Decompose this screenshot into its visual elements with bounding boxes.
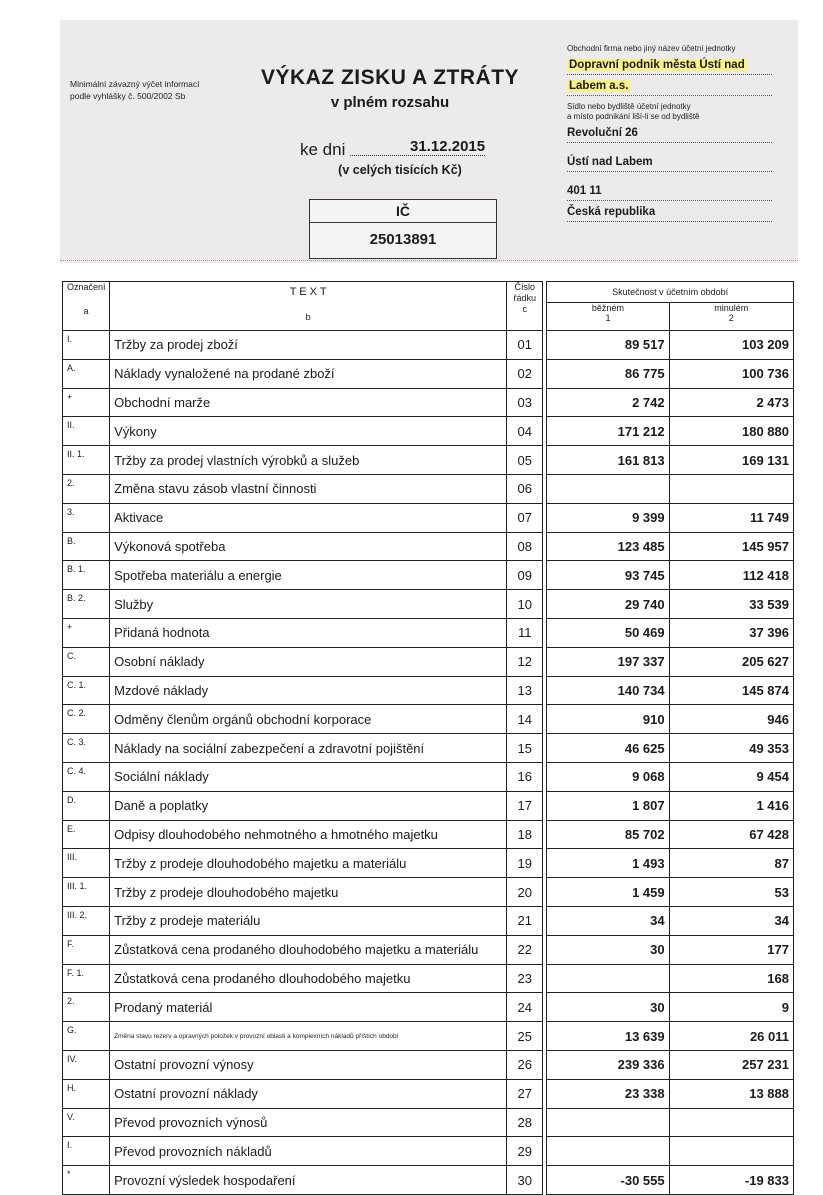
row-mark: G. xyxy=(63,1022,110,1051)
report-subtitle: v plném rozsahu xyxy=(330,94,450,111)
row-previous-value: 67 428 xyxy=(669,820,793,849)
row-line-number: 10 xyxy=(507,590,543,619)
row-current-value: 2 742 xyxy=(547,388,669,417)
row-text: Služby xyxy=(110,590,507,619)
row-mark: II. 1. xyxy=(63,446,110,475)
row-line-number: 07 xyxy=(507,503,543,532)
row-previous-value: 1 416 xyxy=(669,791,793,820)
row-mark: + xyxy=(63,618,110,647)
row-text: Tržby za prodej vlastních výrobků a služeb xyxy=(110,446,507,475)
row-mark: C. 4. xyxy=(63,762,110,791)
row-previous-value xyxy=(669,1137,793,1166)
table-row xyxy=(63,849,794,878)
row-line-number: 03 xyxy=(507,388,543,417)
col-previous-sub: 2 xyxy=(728,313,734,323)
table-row xyxy=(63,878,794,907)
row-previous-value: 53 xyxy=(669,878,793,907)
firm-block xyxy=(567,44,772,222)
table-row xyxy=(63,331,794,360)
row-text: Provozní výsledek hospodaření xyxy=(110,1166,507,1195)
date-value: 31.12.2015 xyxy=(350,138,485,156)
row-previous-value: 100 736 xyxy=(669,359,793,388)
table-row xyxy=(63,446,794,475)
row-mark: C. xyxy=(63,647,110,676)
row-previous-value: 2 473 xyxy=(669,388,793,417)
row-current-value: 29 740 xyxy=(547,590,669,619)
row-text: Mzdové náklady xyxy=(110,676,507,705)
table-row xyxy=(63,388,794,417)
firm-name-caption: Obchodní firma nebo jiný název účetní jednotky xyxy=(567,44,736,53)
row-line-number: 22 xyxy=(507,935,543,964)
row-previous-value: 112 418 xyxy=(669,561,793,590)
row-previous-value xyxy=(669,474,793,503)
row-current-value: 239 336 xyxy=(547,1050,669,1079)
row-mark: V. xyxy=(63,1108,110,1137)
row-mark: I. xyxy=(63,331,110,360)
row-mark: 2. xyxy=(63,993,110,1022)
row-mark: H. xyxy=(63,1079,110,1108)
row-current-value: 30 xyxy=(547,935,669,964)
row-line-number: 04 xyxy=(507,417,543,446)
row-line-number: 06 xyxy=(507,474,543,503)
row-previous-value: 37 396 xyxy=(669,618,793,647)
col-previous-label: minulém xyxy=(714,303,749,313)
firm-name-line2 xyxy=(567,75,772,96)
table-row xyxy=(63,1022,794,1051)
row-line-number: 01 xyxy=(507,331,543,360)
table-row xyxy=(63,1166,794,1195)
row-previous-value: 13 888 xyxy=(669,1079,793,1108)
row-mark: 2. xyxy=(63,474,110,503)
table-row xyxy=(63,1108,794,1137)
row-previous-value: 177 xyxy=(669,935,793,964)
row-current-value xyxy=(547,474,669,503)
row-line-number: 09 xyxy=(507,561,543,590)
table-row xyxy=(63,734,794,763)
row-previous-value: 103 209 xyxy=(669,331,793,360)
row-mark: II. xyxy=(63,417,110,446)
row-previous-value: 145 874 xyxy=(669,676,793,705)
legal-note-line1: Minimální závazný výčet informací xyxy=(70,79,200,89)
row-current-value: 85 702 xyxy=(547,820,669,849)
row-text: Převod provozních nákladů xyxy=(110,1137,507,1166)
row-line-number: 29 xyxy=(507,1137,543,1166)
legal-note-line2: podle vyhlášky č. 500/2002 Sb xyxy=(70,91,186,101)
row-mark: 3. xyxy=(63,503,110,532)
row-previous-value: 180 880 xyxy=(669,417,793,446)
row-line-number: 15 xyxy=(507,734,543,763)
units-note: (v celých tisících Kč) xyxy=(338,163,462,177)
row-mark: C. 2. xyxy=(63,705,110,734)
row-text: Ostatní provozní výnosy xyxy=(110,1050,507,1079)
row-mark: C. 3. xyxy=(63,734,110,763)
row-current-value: 9 399 xyxy=(547,503,669,532)
table-row xyxy=(63,964,794,993)
col-line-header xyxy=(507,282,543,331)
date-label: ke dni xyxy=(300,140,346,159)
row-line-number: 16 xyxy=(507,762,543,791)
row-text: Náklady vynaložené na prodané zboží xyxy=(110,359,507,388)
row-previous-value: 168 xyxy=(669,964,793,993)
seat-caption-1: Sídlo nebo bydliště účetní jednotky xyxy=(567,102,691,111)
table-row xyxy=(63,503,794,532)
table-row xyxy=(63,532,794,561)
table-row xyxy=(63,1079,794,1108)
row-line-number: 21 xyxy=(507,906,543,935)
row-previous-value: 87 xyxy=(669,849,793,878)
row-line-number: 24 xyxy=(507,993,543,1022)
table-row xyxy=(63,993,794,1022)
table-row xyxy=(63,935,794,964)
row-previous-value: 49 353 xyxy=(669,734,793,763)
row-current-value: 46 625 xyxy=(547,734,669,763)
row-line-number: 12 xyxy=(507,647,543,676)
row-line-number: 05 xyxy=(507,446,543,475)
col-line-label: Číslo řádku xyxy=(513,282,536,303)
table-row xyxy=(63,647,794,676)
col-mark-label: Označení xyxy=(67,282,106,292)
row-text: Aktivace xyxy=(110,503,507,532)
row-current-value: 93 745 xyxy=(547,561,669,590)
row-previous-value: 205 627 xyxy=(669,647,793,676)
table-row xyxy=(63,762,794,791)
firm-zip: 401 11 xyxy=(567,180,772,201)
row-current-value: 86 775 xyxy=(547,359,669,388)
row-text: Obchodní marže xyxy=(110,388,507,417)
row-line-number: 23 xyxy=(507,964,543,993)
col-current-sub: 1 xyxy=(605,313,611,323)
legal-note xyxy=(70,78,199,102)
row-line-number: 17 xyxy=(507,791,543,820)
col-text-label: T E X T xyxy=(289,286,327,298)
row-current-value: 123 485 xyxy=(547,532,669,561)
row-line-number: 18 xyxy=(507,820,543,849)
row-text: Zůstatková cena prodaného dlouhodobého majetku a materiálu xyxy=(110,935,507,964)
row-current-value: 1 807 xyxy=(547,791,669,820)
col-period-header: Skutečnost v účetním období xyxy=(547,282,794,303)
col-current-header xyxy=(547,303,669,331)
row-previous-value: -19 833 xyxy=(669,1166,793,1195)
firm-name-1: Dopravní podnik města Ústí nad xyxy=(569,59,745,71)
row-mark: IV. xyxy=(63,1050,110,1079)
row-current-value xyxy=(547,964,669,993)
ic-label: IČ xyxy=(310,200,496,223)
row-mark: B. xyxy=(63,532,110,561)
row-text: Tržby z prodeje materiálu xyxy=(110,906,507,935)
row-mark: * xyxy=(63,1166,110,1195)
firm-street: Revoluční 26 xyxy=(567,122,772,143)
row-mark: B. 1. xyxy=(63,561,110,590)
row-line-number: 08 xyxy=(507,532,543,561)
row-previous-value: 169 131 xyxy=(669,446,793,475)
income-statement-table xyxy=(62,281,794,1195)
row-text: Odměny členům orgánů obchodní korporace xyxy=(110,705,507,734)
row-current-value: 13 639 xyxy=(547,1022,669,1051)
ic-value: 25013891 xyxy=(369,231,437,248)
col-current-label: běžném xyxy=(591,303,624,313)
row-current-value: 161 813 xyxy=(547,446,669,475)
report-date xyxy=(300,140,485,160)
row-mark: III. 2. xyxy=(63,906,110,935)
firm-city: Ústí nad Labem xyxy=(567,151,772,172)
row-mark: F. 1. xyxy=(63,964,110,993)
row-previous-value: 34 xyxy=(669,906,793,935)
row-previous-value xyxy=(669,1108,793,1137)
row-current-value: 910 xyxy=(547,705,669,734)
row-mark: C. 1. xyxy=(63,676,110,705)
row-text: Převod provozních výnosů xyxy=(110,1108,507,1137)
row-line-number: 11 xyxy=(507,618,543,647)
row-text: Tržby za prodej zboží xyxy=(110,331,507,360)
row-text: Přidaná hodnota xyxy=(110,618,507,647)
row-text: Změna stavu rezerv a opravných položek v provozní oblasti a komplexních nákladů příštích období xyxy=(110,1022,507,1051)
firm-name-2: Labem a.s. xyxy=(569,80,629,92)
report-title: VÝKAZ ZISKU A ZTRÁTY xyxy=(260,66,520,89)
row-mark: B. 2. xyxy=(63,590,110,619)
row-mark: + xyxy=(63,388,110,417)
row-text: Výkony xyxy=(110,417,507,446)
row-line-number: 14 xyxy=(507,705,543,734)
row-current-value: 197 337 xyxy=(547,647,669,676)
row-text: Sociální náklady xyxy=(110,762,507,791)
table-row xyxy=(63,618,794,647)
row-current-value xyxy=(547,1108,669,1137)
row-current-value: 9 068 xyxy=(547,762,669,791)
firm-name-line1 xyxy=(567,54,772,75)
col-text-sub: b xyxy=(305,312,311,322)
row-current-value: -30 555 xyxy=(547,1166,669,1195)
row-previous-value: 257 231 xyxy=(669,1050,793,1079)
table-row xyxy=(63,906,794,935)
row-previous-value: 946 xyxy=(669,705,793,734)
row-current-value: 140 734 xyxy=(547,676,669,705)
row-line-number: 20 xyxy=(507,878,543,907)
table-row xyxy=(63,590,794,619)
row-line-number: 26 xyxy=(507,1050,543,1079)
row-line-number: 30 xyxy=(507,1166,543,1195)
row-current-value: 30 xyxy=(547,993,669,1022)
row-current-value: 34 xyxy=(547,906,669,935)
row-mark: A. xyxy=(63,359,110,388)
table-row xyxy=(63,1050,794,1079)
row-line-number: 19 xyxy=(507,849,543,878)
row-mark: I. xyxy=(63,1137,110,1166)
row-text: Spotřeba materiálu a energie xyxy=(110,561,507,590)
row-current-value: 50 469 xyxy=(547,618,669,647)
col-mark-sub: a xyxy=(83,306,89,316)
col-previous-header xyxy=(669,303,793,331)
row-previous-value: 26 011 xyxy=(669,1022,793,1051)
row-current-value: 171 212 xyxy=(547,417,669,446)
row-text: Náklady na sociální zabezpečení a zdravotní pojištění xyxy=(110,734,507,763)
row-text: Osobní náklady xyxy=(110,647,507,676)
table-row xyxy=(63,561,794,590)
row-mark: D. xyxy=(63,791,110,820)
table-row xyxy=(63,791,794,820)
row-line-number: 13 xyxy=(507,676,543,705)
table-row xyxy=(63,359,794,388)
table-row xyxy=(63,474,794,503)
row-line-number: 25 xyxy=(507,1022,543,1051)
row-previous-value: 145 957 xyxy=(669,532,793,561)
table-row xyxy=(63,820,794,849)
row-current-value: 1 493 xyxy=(547,849,669,878)
row-text: Změna stavu zásob vlastní činnosti xyxy=(110,474,507,503)
row-text: Daně a poplatky xyxy=(110,791,507,820)
row-mark: E. xyxy=(63,820,110,849)
col-line-sub: c xyxy=(522,304,527,314)
row-mark: F. xyxy=(63,935,110,964)
row-previous-value: 9 xyxy=(669,993,793,1022)
row-current-value xyxy=(547,1137,669,1166)
row-text: Tržby z prodeje dlouhodobého majetku xyxy=(110,878,507,907)
ic-box xyxy=(309,199,497,259)
table-row xyxy=(63,1137,794,1166)
firm-country: Česká republika xyxy=(567,201,772,222)
row-previous-value: 33 539 xyxy=(669,590,793,619)
row-line-number: 02 xyxy=(507,359,543,388)
row-line-number: 28 xyxy=(507,1108,543,1137)
header-divider xyxy=(60,260,798,261)
row-current-value: 89 517 xyxy=(547,331,669,360)
row-current-value: 1 459 xyxy=(547,878,669,907)
col-mark-header xyxy=(63,282,110,331)
col-text-header xyxy=(110,282,507,331)
table-row xyxy=(63,676,794,705)
row-text: Odpisy dlouhodobého nehmotného a hmotného majetku xyxy=(110,820,507,849)
row-previous-value: 9 454 xyxy=(669,762,793,791)
row-previous-value: 11 749 xyxy=(669,503,793,532)
table-header-row-1 xyxy=(63,282,794,303)
row-text: Výkonová spotřeba xyxy=(110,532,507,561)
seat-caption-2: a místo podnikání liší-li se od bydliště xyxy=(567,112,700,121)
row-text: Prodaný materiál xyxy=(110,993,507,1022)
row-text: Ostatní provozní náklady xyxy=(110,1079,507,1108)
table-row xyxy=(63,417,794,446)
row-line-number: 27 xyxy=(507,1079,543,1108)
row-text: Tržby z prodeje dlouhodobého majetku a materiálu xyxy=(110,849,507,878)
row-text: Zůstatková cena prodaného dlouhodobého majetku xyxy=(110,964,507,993)
row-mark: III. 1. xyxy=(63,878,110,907)
row-mark: III. xyxy=(63,849,110,878)
row-current-value: 23 338 xyxy=(547,1079,669,1108)
table-row xyxy=(63,705,794,734)
